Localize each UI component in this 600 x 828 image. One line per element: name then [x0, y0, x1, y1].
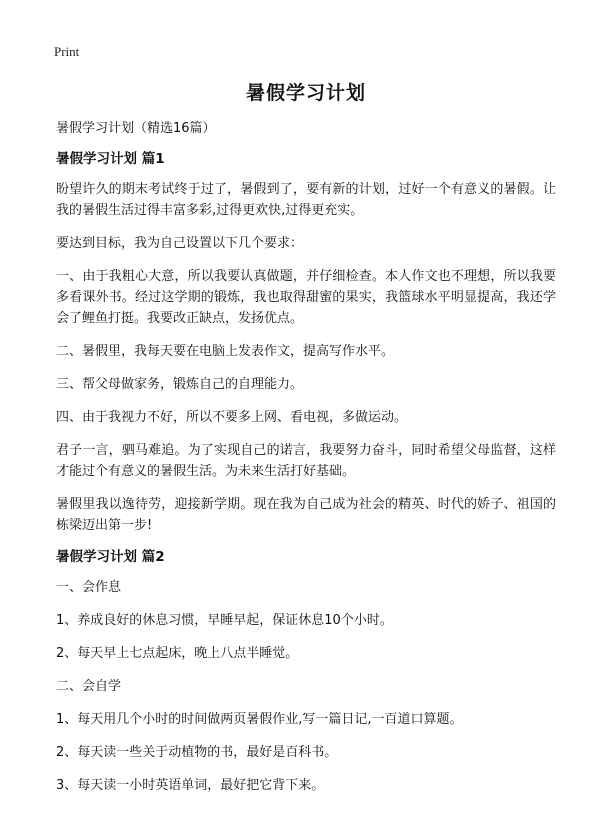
- paragraph: 3、每天读一小时英语单词，最好把它背下来。: [56, 778, 325, 793]
- paragraph: 1、养成良好的休息习惯，早睡早起，保证休息10个小时。: [56, 613, 393, 628]
- section-heading: 暑假学习计划 篇2: [56, 549, 165, 565]
- paragraph: 一、由于我粗心大意，所以我要认真做题，并仔细检查。本人作文也不理想，所以我要多看课外书。经过这学期的锻炼，我也取得甜蜜的果实，我篮球水平明显提高，我还学会了鲤鱼打挺。我要改正缺点，发扬优点。: [56, 269, 556, 326]
- paragraph: 一、会作息: [56, 580, 122, 595]
- paragraph: 2、每天早上七点起床，晚上八点半睡觉。: [56, 646, 299, 661]
- paragraph: 2、每天读一些关于动植物的书，最好是百科书。: [56, 745, 338, 760]
- paragraph: 二、会自学: [56, 679, 122, 694]
- paragraph: 君子一言，驷马难追。为了实现自己的诺言，我要努力奋斗，同时希望父母监督，这样才能过个有意义的暑假生活。为未来生活打好基础。: [56, 443, 556, 479]
- paragraph: 二、暑假里，我每天要在电脑上发表作文，提高写作水平。: [56, 344, 395, 359]
- paragraph: 1、每天用几个小时的时间做两页暑假作业,写一篇日记,一百道口算题。: [56, 712, 463, 727]
- document-subtitle: 暑假学习计划（精选16篇）: [56, 121, 216, 136]
- section-2: [56, 548, 556, 796]
- page-title: 暑假学习计划: [245, 82, 366, 104]
- paragraph: 要达到目标，我为自己设置以下几个要求：: [56, 236, 304, 251]
- section-1: [56, 150, 556, 536]
- print-label: Print: [54, 44, 80, 59]
- section-heading: 暑假学习计划 篇1: [56, 151, 165, 167]
- paragraph: 四、由于我视力不好，所以不要多上网、看电视，多做运动。: [56, 410, 408, 425]
- paragraph: 三、帮父母做家务，锻炼自己的自理能力。: [56, 377, 304, 392]
- paragraph: 盼望许久的期末考试终于过了，暑假到了，要有新的计划，过好一个有意义的暑假。让我的暑假生活过得丰富多彩,过得更欢快,过得更充实。: [56, 182, 556, 218]
- paragraph: 暑假里我以逸待劳，迎接新学期。现在我为自己成为社会的精英、时代的娇子、祖国的栋梁迈出第一步!: [56, 497, 556, 533]
